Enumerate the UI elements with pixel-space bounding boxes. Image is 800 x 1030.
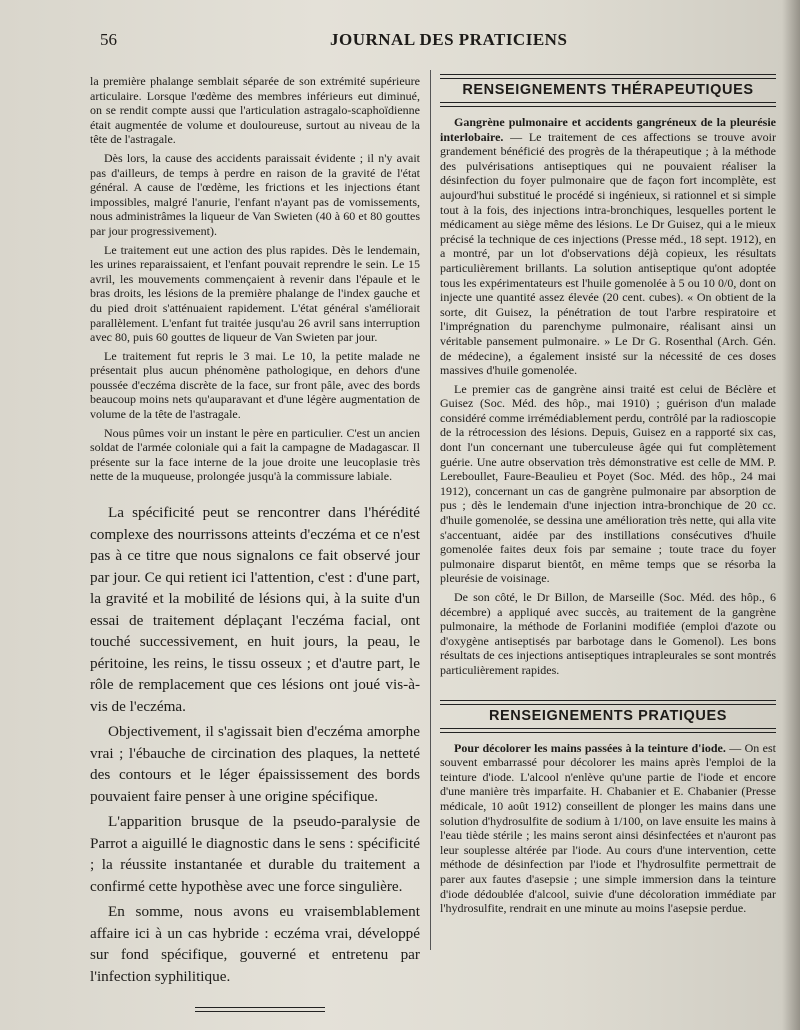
section-pratiques [440,700,776,733]
paragraph-lead: Gangrène pulmonaire et accidents gangréneux de la pleurésie interlobaire. [440,115,776,144]
end-rule [195,1007,325,1012]
page-number: 56 [100,30,117,49]
left-column [90,74,420,1012]
paragraph: De son côté, le Dr Billon, de Marseille (Soc. Méd. des hôp., 6 décembre) a appliqué avec succès, au traitement de la gangrène pulmonaire, la méthode de Forlanini modifiée (emploi d'azote ou d'oxygène antiseptisés par barbotage dans le Gomenol). Les bons résultats de ces injections antiseptiques intrapleurales se sont montrés particulièrement rapides. [440,590,776,677]
paragraph: Le premier cas de gangrène ainsi traité est celui de Béclère et Guisez (Soc. Méd. des hôp., mai 1910) ; guérison d'un malade considéré comme irrémédiablement perdu, contrôlé par la radioscopie de la rétrocession des lésions. Depuis, Guisez en a rapporté six cas, dont l'un concernant une tuberculeuse âgée qui fut complètement guérie. Une autre observation très démonstrative est celle de MM. P. Lereboullet, Faure-Beaulieu et Poyet (Soc. Méd. des hôp., 24 mai 1912), concernant un cas de gangrène pulmonaire par absorption de pus ; dès le lendemain d'une injection intra-bronchique de 20 cc. d'huile gomenolée, se dessina une amélioration très nette, qui alla vite s'accentuant, aidée par des instillations consécutives d'huile gomenolée faites deux fois par semaine ; toute trace du foyer pulmonaire disparut bientôt, en même temps que se résorba la pleurésie de voisinage. [440,381,776,586]
paragraph: Dès lors, la cause des accidents paraissait évidente ; il n'y avait pas d'ailleurs, de temps à perdre en raison de la gravité de l'état général. A cause de l'œdème, les frictions et les injections étant impossibles, malgré l'anurie, l'enfant n'ayant pas de vomissements, nous administrâmes la liqueur de Van Swieten (40 à 60 et 80 gouttes par jour progressivement). [90,150,420,238]
paragraph: Le traitement fut repris le 3 mai. Le 10, la petite malade ne présentait plus aucun phénomène pathologique, en dehors d'une poussée d'eczéma discrète de la face, sur front pâle, avec des bords beaucoup moins nets qu'auparavant et d'une légère augmentation de volume de la tête de l'astragale. [90,348,420,422]
commentary-paragraph: En somme, nous avons eu vraisemblablement affaire ici à un cas hybride : eczéma vrai, développé sur fond spécifique, gouverné et entretenu par l'infection syphilitique. [90,903,420,985]
section-title: RENSEIGNEMENTS THÉRAPEUTIQUES [462,82,754,98]
paragraph-text: — Le traitement de ces affections se trouve avoir grandement bénéficié des progrès de la thérapeutique ; à la méthode des pulvérisations antiseptiques qui ne pouvaient réaliser la désinfection du foyer pulmonaire que de façon fort incomplète, est aujourd'hui substitué le procédé si ingénieux, si rationnel et si simple tout à la fois, des injections intra-bronchiques, lesquelles portent le médicament au siège même des lésions. Le Dr Guisez, qui a le mieux précisé la technique de ces injections (Presse méd., 18 sept. 1912), en a montré, par un lot d'observations déjà copieux, les résultats particulièrement brillants. La solution antiseptique qu'ont adoptée tous les expérimentateurs est l'huile gomenolée à 5 ou 10 0/0, dont on injecte une quantité assez élevée (20 cent. cubes). « On obtient de la sorte, dit Guisez, la pénétration de tout l'arbre respiratoire et l'imprégnation du parenchyme pulmonaire, réalisant ainsi un véritable pansement pulmonaire. » Le Dr G. Rosenthal (Arch. Gén. de médecine), a également insisté sur la nécessité de ces doses massives d'huile gomenolée. [440,129,776,378]
journal-title: JOURNAL DES PRATICIENS [330,30,568,49]
paragraph: Le traitement eut une action des plus rapides. Dès le lendemain, les urines reparaissaient, et l'enfant pouvait reprendre le sein. Le 15 avril, les mouvements commençaient à revenir dans l'épaule et le bras droits, les lésions de la première phalange de l'index gauche et du pied droit s'atténuaient rapidement. L'état général s'améliorait parallèlement. L'enfant fut traitée jusqu'au 26 avril sans interruption avec 80, puis 60 gouttes de liqueur de Van Swieten par jour. [90,242,420,345]
commentary-paragraph: Objectivement, il s'agissait bien d'eczéma amorphe vrai ; l'ébauche de circination des plaques, la netteté des contours et le léger épaississement des bords pouvaient faire penser à une origine spécifique. [90,723,420,805]
right-column [440,74,776,916]
running-head [100,30,760,54]
paragraph-text: — On est souvent embarrassé pour décolorer les mains après l'emploi de la teinture d'iode. L'alcool n'enlève qu'une partie de l'iode et encore d'une manière très imparfaite. H. Chabanier et E. Chabanier (Presse médicale, 10 août 1912) conseillent de plonger les mains dans une solution d'hydrosulfite de sodium à 1/100, on lave ensuite les mains à l'eau tiède stérile ; les mains seront ainsi désinfectées et n'auront pas leur souplesse altérée par l'iode. Au cours d'une intervention, cette méthode de désinfection par l'iode et l'hydrosulfite permettrait de parer aux fautes d'asepsie ; une simple immersion dans la teinture d'iode dédoublée d'alcool, suivie d'une décoloration immédiate par l'hydrosulfite, rendrait en une minute au moins l'asepsie perdue. [440,740,776,916]
column-divider [430,70,431,950]
paragraph [440,741,776,916]
section-title: RENSEIGNEMENTS PRATIQUES [488,707,728,724]
paragraph: Nous pûmes voir un instant le père en particulier. C'est un ancien soldat de l'armée coloniale qui a fait la campagne de Madagascar. Il présente sur la face interne de la joue droite une leucoplasie très nette de la muqueuse, prolongée jusqu'à la commissure labiale. [90,425,420,484]
section-therapeutiques [440,74,776,107]
paragraph-lead: Pour décolorer les mains passées à la teinture d'iode. [454,740,726,755]
paragraph: la première phalange semblait séparée de son extrémité supérieure articulaire. Lorsque l'œdème des membres inférieurs eut diminué, on se rendit compte aussi que l'articulation astragalo-scaphoïdienne était augmentée de volume et douloureuse, surtout au niveau de la tête de l'astragale. [90,74,420,147]
commentary-paragraph: L'apparition brusque de la pseudo-paralysie de Parrot a aiguillé le diagnostic dans le sens : spécificité ; la réussite instantanée et durable du traitement a confirmé cette hypothèse avec une force singulière. [90,813,420,895]
rule [440,728,776,733]
page-edge-shadow [782,0,800,1030]
paragraph [440,115,776,378]
rule [440,102,776,107]
commentary-paragraph: La spécificité peut se rencontrer dans l'hérédité complexe des nourrissons atteints d'eczéma et ce n'est pas à ce titre que nous signalons ce fait observé jour par jour. Ce qui retient ici l'attention, c'est : d'une part, la gravité et la mobilité de lésions qui, à la suite d'un essai de traitement déplaçant l'eczéma facial, ont touché successivement, en huit jours, la peau, le péritoine, les reins, le tissu osseux ; et d'autre part, le rôle de remplacement que ces lésions ont joué vis-à-vis de l'eczéma. [90,504,420,715]
